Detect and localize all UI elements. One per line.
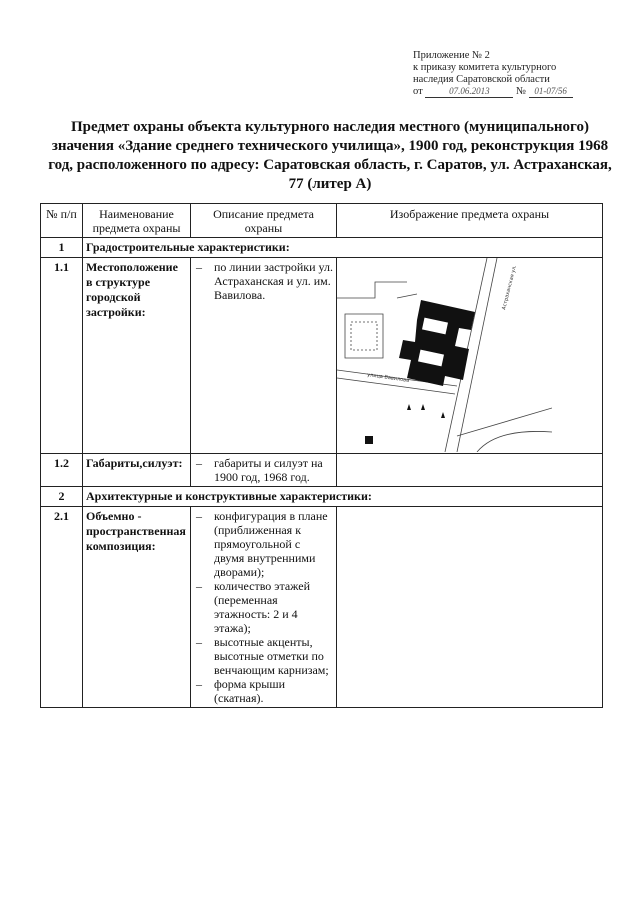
site-plan-image — [337, 258, 552, 452]
header-num: № п/п — [41, 204, 83, 238]
row-2-1-desc — [191, 507, 337, 708]
row-1-1-num: 1.1 — [41, 258, 83, 454]
section-row-2 — [41, 487, 603, 507]
section-row-1 — [41, 238, 603, 258]
table-header-row — [41, 204, 603, 238]
annex-line-1: Приложение № 2 — [413, 50, 490, 61]
document-title: Предмет охраны объекта культурного наследия местного (муниципального) значения «Здание среднего технического училища», 1900 год, реконструкция 1968 год, расположенного по адресу: Саратовская область, г. Саратов, ул. Астраханская, 77 (литер А) — [48, 119, 612, 192]
table-row — [41, 507, 603, 708]
annex-date: 07.06.2013 — [425, 86, 513, 98]
section-1-title: Градостроительные характеристики: — [83, 238, 603, 258]
row-2-1-image — [337, 507, 603, 708]
annex-no-label: № — [515, 86, 526, 97]
map-street-label-2: улица Вавилова — [366, 372, 410, 384]
annex-header — [413, 50, 613, 98]
location-map — [337, 258, 603, 454]
header-name: Наименование предмета охраны — [83, 204, 191, 238]
section-1-num: 1 — [41, 238, 83, 258]
row-1-2-num: 1.2 — [41, 454, 83, 487]
row-1-1-desc — [191, 258, 337, 454]
section-2-title: Архитектурные и конструктивные характеристики: — [83, 487, 603, 507]
list-item: – высотные акценты, высотные отметки по венчающим карнизам; — [194, 635, 333, 677]
annex-from-label: от — [413, 86, 423, 97]
list-item: – количество этажей (переменная этажность: 2 и 4 этажа); — [194, 579, 333, 635]
annex-date-line — [413, 86, 613, 98]
list-item: – по линии застройки ул. Астраханская и ул. им. Вавилова. — [194, 260, 333, 302]
list-item: – габариты и силуэт на 1900 год, 1968 год. — [194, 456, 333, 484]
row-2-1-num: 2.1 — [41, 507, 83, 708]
table-row — [41, 258, 603, 454]
annex-line-2: к приказу комитета культурного — [413, 62, 557, 73]
row-1-2-image — [337, 454, 603, 487]
list-item: – конфигурация в плане (приближенная к прямоугольной с двумя внутренними дворами); — [194, 509, 333, 579]
protection-table — [40, 203, 603, 708]
annex-line-3: наследия Саратовской области — [413, 74, 550, 85]
row-1-2-name: Габариты,силуэт: — [83, 454, 191, 487]
header-desc: Описание предмета охраны — [191, 204, 337, 238]
list-item: – форма крыши (скатная). — [194, 677, 333, 705]
row-2-1-name: Объемно - пространственная композиция: — [83, 507, 191, 708]
table-row — [41, 454, 603, 487]
section-2-num: 2 — [41, 487, 83, 507]
row-1-2-desc — [191, 454, 337, 487]
row-1-1-name: Местоположение в структуре городской застройки: — [83, 258, 191, 454]
annex-number: 01-07/56 — [529, 86, 573, 98]
header-image: Изображение предмета охраны — [337, 204, 603, 238]
map-street-label-1: Астраханская ул. — [501, 264, 519, 311]
